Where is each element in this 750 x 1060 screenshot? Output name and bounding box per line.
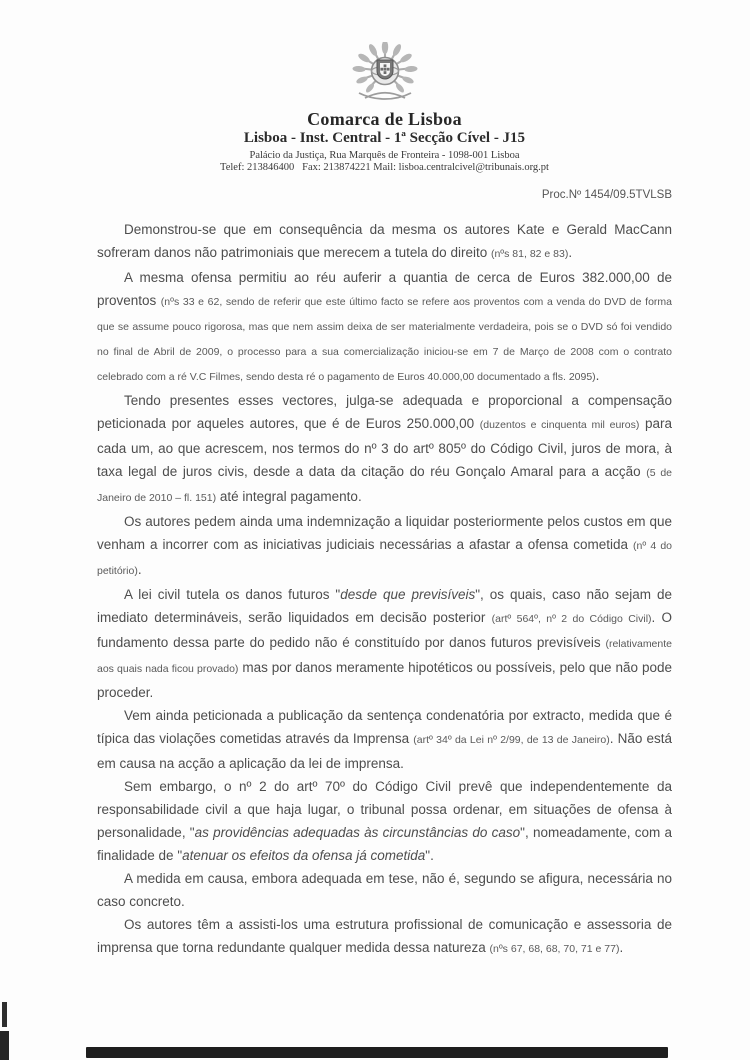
paragraph — [97, 583, 672, 704]
text-run: . — [619, 940, 624, 955]
paragraph — [97, 218, 672, 266]
text-run: (nº 4 do petitório) — [97, 540, 673, 577]
text-run: Demonstrou-se que em consequência da mesma os autores Kate e Gerald MacCann sofreram danos não patrimoniais que merecem a tutela do direito — [97, 222, 672, 260]
text-run: Os autores pedem ainda uma indemnização a liquidar posteriormente pelos custos em que venham a incorrer com as iniciativas judiciais necessárias a afastar a ofensa cometida — [97, 514, 672, 552]
text-run: Sem embargo, o nº 2 do artº 70º do Código Civil prevê que independentemente da responsabilidade civil a que haja lugar, o tribunal possa ordenar, em situações de ofensa à personalidade, " — [97, 779, 672, 840]
letterhead — [0, 0, 750, 174]
text-run: ", os quais, caso não sejam de imediato determináveis, serão liquidados em decisão posterior — [97, 587, 672, 625]
text-run: (nºs 81, 82 e 83) — [490, 248, 569, 260]
text-run: ". — [425, 848, 434, 863]
court-section: Lisboa - Inst. Central - 1ª Secção Cível - J15 — [243, 130, 526, 146]
court-name: Comarca de Lisboa — [307, 109, 462, 129]
text-run: Vem ainda peticionada a publicação da sentença condenatória por extracto, medida que é típica das violações cometidas através da Imprensa — [97, 708, 672, 746]
text-run: . — [568, 245, 573, 260]
text-run: ", nomeadamente, com a finalidade de " — [97, 825, 672, 863]
text-run: (duzentos e cinquenta mil euros) — [479, 419, 640, 431]
text-run: até integral pagamento. — [216, 489, 362, 504]
text-run: . — [595, 368, 600, 383]
paragraph — [97, 867, 672, 913]
text-run: Tendo presentes esses vectores, julga-se adequada e proporcional a compensação peticionada por aqueles autores, que é de Euros 250.000,00 — [97, 393, 672, 431]
text-run: (nºs 67, 68, 68, 70, 71 e 77) — [489, 943, 620, 955]
text-run: (relativamente aos quais nada ficou provado) — [97, 638, 672, 675]
scan-artifact-bar — [86, 1047, 668, 1058]
paragraph — [97, 704, 672, 775]
document-body — [0, 218, 750, 961]
text-run: atenuar os efeitos da ofensa já cometida — [182, 848, 426, 863]
coat-of-arms-icon — [97, 42, 672, 106]
text-run: (5 de Janeiro de 2010 – fl. 151) — [97, 467, 672, 504]
court-contacts: Telef: 213846400 Fax: 213874221 Mail: lisboa.centralcivel@tribunais.org.pt — [220, 162, 549, 173]
text-run: A medida em causa, embora adequada em tese, não é, segundo se afigura, necessária no caso concreto. — [97, 871, 672, 909]
text-run: A mesma ofensa permitiu ao réu auferir a quantia de cerca de Euros 382.000,00 de proventos — [97, 270, 672, 308]
text-run: . — [137, 562, 142, 577]
text-run: (artº 564º, nº 2 do Código Civil) — [491, 613, 652, 625]
text-run: (artº 34º da Lei nº 2/99, de 13 de Janeiro) — [413, 734, 610, 746]
text-run: . Não está em causa na acção a aplicação da lei de imprensa. — [97, 731, 672, 771]
text-run: A lei civil tutela os danos futuros " — [124, 587, 341, 602]
paragraph — [97, 775, 672, 867]
process-number: Proc.Nº 1454/09.5TVLSB — [541, 189, 672, 201]
text-run: mas por danos meramente hipotéticos ou possíveis, pelo que não pode proceder. — [97, 660, 672, 700]
text-run: Os autores têm a assisti-los uma estrutura profissional de comunicação e assessoria de imprensa que torna redundante qualquer medida dessa natureza — [97, 917, 672, 955]
text-run: para cada um, ao que acrescem, nos termos do nº 3 do artº 805º do Código Civil, juros de mora, à taxa legal de juros civis, desde a data da citação do réu Gonçalo Amaral para a acção — [97, 416, 672, 479]
paragraph — [97, 510, 672, 583]
text-run: as providências adequadas às circunstâncias do caso — [194, 825, 521, 840]
scan-artifact-mark — [2, 1002, 7, 1027]
paragraph — [97, 913, 672, 961]
scan-artifact-mark — [0, 1031, 9, 1060]
paragraph — [97, 266, 672, 389]
paragraph — [97, 389, 672, 510]
text-run: (nºs 33 e 62, sendo de referir que este último facto se refere aos proventos com a venda do DVD de forma que se assume pouco rigorosa, mas que nem assim deixa de ser materialmente verdadeira, pois se o DVD só foi vendido no final de Abril de 2009, o processo para a sua comercialização iniciou-se em 7 de Março de 2008 com o contrato celebrado com a ré V.C Filmes, sendo desta ré o pagamento de Euros 40.000,00 documentado a fls. 2095) — [97, 296, 672, 383]
text-run: . O fundamento dessa parte do pedido não é constituído por danos futuros previsíveis — [97, 610, 672, 650]
text-run: desde que previsíveis — [340, 587, 476, 602]
court-address: Palácio da Justiça, Rua Marquês de Fronteira - 1098-001 Lisboa — [249, 150, 520, 161]
